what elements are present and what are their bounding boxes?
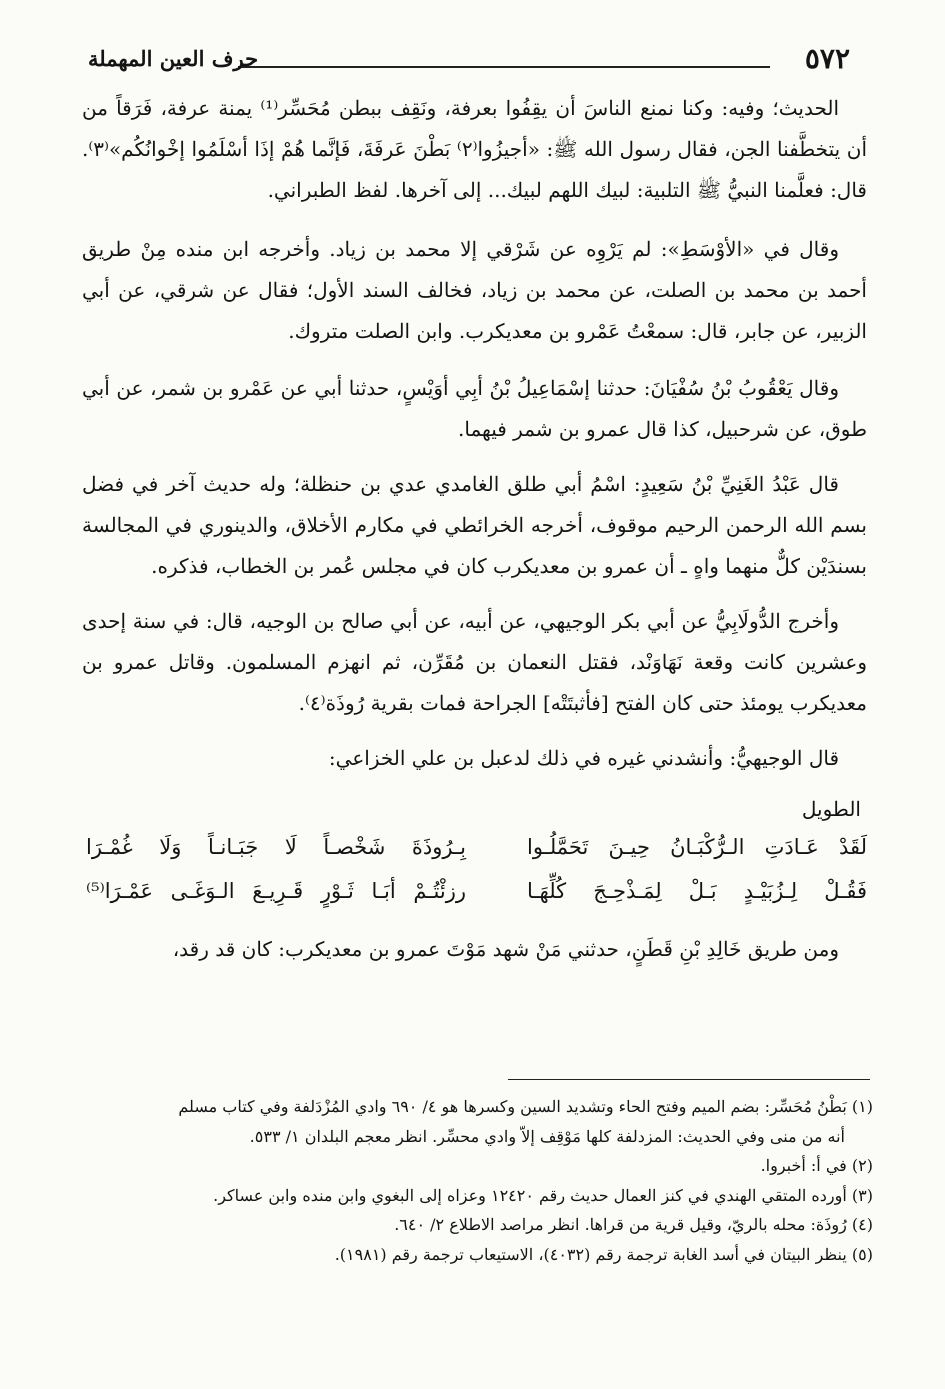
paragraph: قال عَبْدُ الغَنِيِّ بْنُ سَعِيدٍ: اسْمُ أبي طلق الغامدي عدي بن حنظلة؛ وله حديث آخر في فضل بسم الله الرحمن الرحيم موقوف، أخرجه الخرائطي في مكارم الأخلاق، والدينوري في المجالسة بسندَيْن كلٌّ منهما واهٍ ـ أن عمرو بن معديكرب كان في مجلس عُمر بن الخطاب، فذكره. [82,472,867,578]
footnote: (٥) ينظر البيتان في أسد الغابة ترجمة رقم (٤٠٣٢)، الاستيعاب ترجمة رقم (١٩٨١). [334,1244,873,1264]
verse-first-hemistich: فَقُـلْ لِـزُبَيْـدٍ بَـلْ لِمَـذْحِـجَ كُلِّهَـا [527,879,867,903]
paragraph: وقال في «الأوْسَطِ»: لم يَرْوِه عن شَرْقي إلا محمد بن زياد. وأخرجه ابن منده مِنْ طريق أحمد بن محمد بن الصلت، عن محمد بن زياد، فخالف السند الأول؛ فقال عن شرقي، عن أبي الزبير، عن جابر، قال: سمعْتُ عَمْرو بن معديكرب. وابن الصلت متروك. [82,237,867,343]
footnote-separator [508,1079,870,1080]
main-text [82,88,867,984]
poem-verse [82,873,867,917]
footnotes [78,1092,873,1269]
paragraph: وقال يَعْقُوبُ بْنُ سُفْيَانَ: حدثنا إسْمَاعِيلُ بْنُ أبِي أوَيْسٍ، حدثنا أبي عن عَمْرو بن شمر، عن أبي طوق، عن شرحبيل، كذا قال عمرو بن شمر فيهما. [82,376,867,441]
footnote: (٤) رُوذَة: محله بالريّ، وقيل قرية من قراها. انظر مراصد الاطلاع ٢/ ٦٤٠. [394,1215,873,1234]
footnote: (٣) أورده المتقي الهندي في كنز العمال حديث رقم ١٢٤٢٠ وعزاه إلى البغوي وابن منده وابن عساكر. [213,1185,873,1205]
poem-meter: الطويل [801,797,861,821]
footnote-continuation: أنه من منى وفي الحديث: المزدلفة كلها مَوْقِف إلاّ وادي محسِّر. انظر معجم البلدان ١/ ٥٣٣. [249,1126,845,1146]
header-rule [238,66,770,68]
paragraph: وأخرج الدُّولَابِيُّ عن أبي بكر الوجيهي، عن أبيه، عن أبي صالح بن الوجيه، قال: في سنة إحدى وعشرين كانت وقعة نَهَاوَنْد، فقتل النعمان بن مُقَرِّن، ثم انهزم المسلمون. وقاتل عمرو بن معديكرب يومئذ حتى كان الفتح [فأثبتَتْه] الجراحة فمات بقرية رُوذَة⁽٤⁾. [82,609,867,715]
verse-second-hemistich: رزئْتُـمْ أبَـا ثَـوْرٍ قَـرِيـعَ الـوَغَـى عَمْـرَا⁽⁵⁾ [86,879,466,903]
poem-verse [82,829,867,873]
paragraph: الحديث؛ وفيه: وكنا نمنع الناسَ أن يقِفُوا بعرفة، ونَقِف ببطن مُحَسِّر⁽¹⁾ يمنة عرفة، فَرَقاً من أن يتخطَّفنا الجن، فقال رسول الله ﷺ: «أجيزُوا⁽٢⁾ بَطْنَ عَرفَةَ، فَإنَّما هُمْ إذَا أسْلَمُوا إخْوانُكُم»⁽٣⁾. قال: فعلَّمنا النبيُّ ﷺ التلبية: لبيك اللهم لبيك... إلى آخرها. لفظ الطبراني. [82,96,868,202]
paragraph: قال الوجيهيُّ: وأنشدني غيره في ذلك لدعبل بن علي الخزاعي: [328,746,839,770]
running-title: حرف العين المهملة [88,46,259,71]
verse-first-hemistich: لَقَدْ عَـادَتِ الـرُّكْبَـانُ حِيـنَ تَحَمَّلُـوا [527,835,867,859]
verse-second-hemistich: بِـرُوذَةَ شَخْصـاً لَا جَبَـانـاً وَلَا غُمْـرَا [86,835,466,859]
page-number: ٥٧٢ [804,42,850,75]
paragraph: ومن طريق خَالِدِ بْنِ قَطَنٍ، حدثني مَنْ شهد مَوْتَ عمرو بن معديكرب: كان قد رقد، [172,937,839,961]
footnote: (١) بَطْنُ مُحَسِّر: بضم الميم وفتح الحاء وتشديد السين وكسرها هو ٤/ ٦٩٠ وادي المُزْدَلفة وفي كتاب مسلم [178,1097,873,1116]
page-header [88,38,850,78]
footnote: (٢) في أ: أخبروا. [760,1156,873,1175]
